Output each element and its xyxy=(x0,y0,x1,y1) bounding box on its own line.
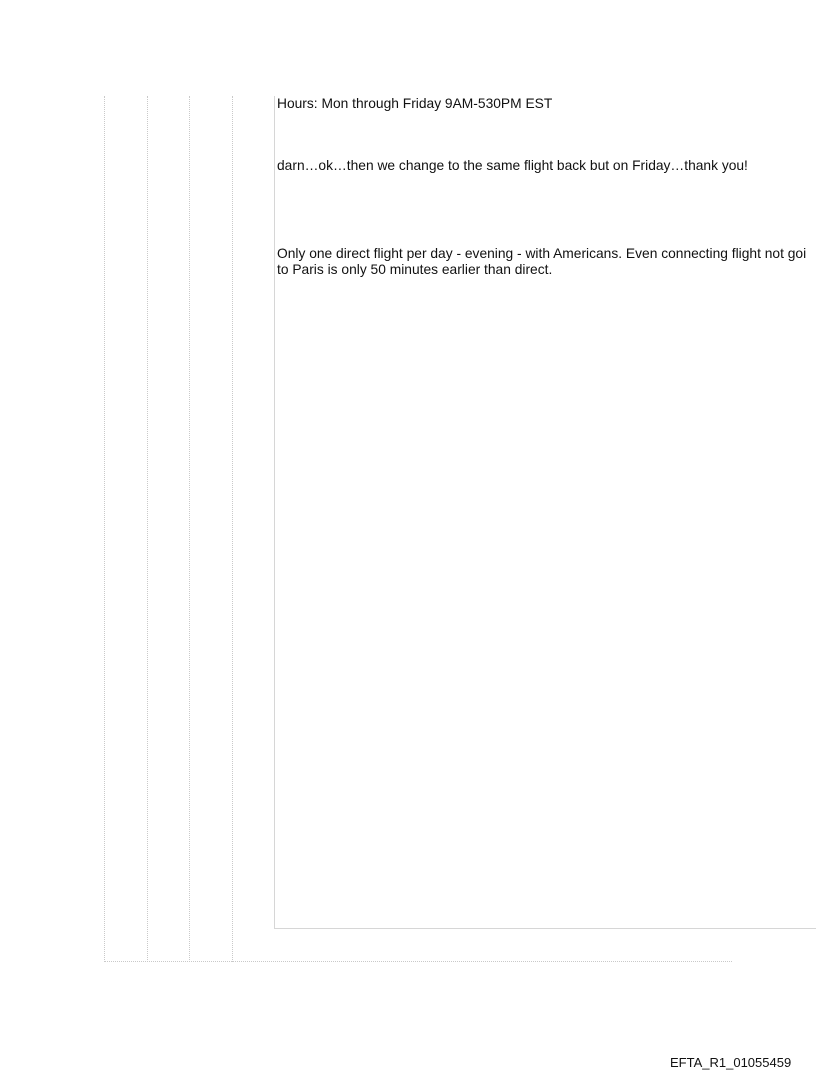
email-body xyxy=(274,96,816,929)
direct-flight-line: to Paris is only 50 minutes earlier than direct. xyxy=(277,262,553,277)
hours-line: Hours: Mon through Friday 9AM-530PM EST xyxy=(277,96,553,111)
document-id: EFTA_R1_01055459 xyxy=(670,1055,792,1070)
thread-indent-line xyxy=(189,96,190,962)
thread-indent-line xyxy=(232,96,233,962)
direct-flight-line: Only one direct flight per day - evening - with Americans. Even connecting flight not goi xyxy=(277,246,807,261)
thread-indent-line xyxy=(104,96,105,962)
thread-indent-line xyxy=(147,96,148,962)
thread-bottom-line xyxy=(104,961,732,962)
reply-friday: darn…ok…then we change to the same flight back but on Friday…thank you! xyxy=(277,158,748,173)
